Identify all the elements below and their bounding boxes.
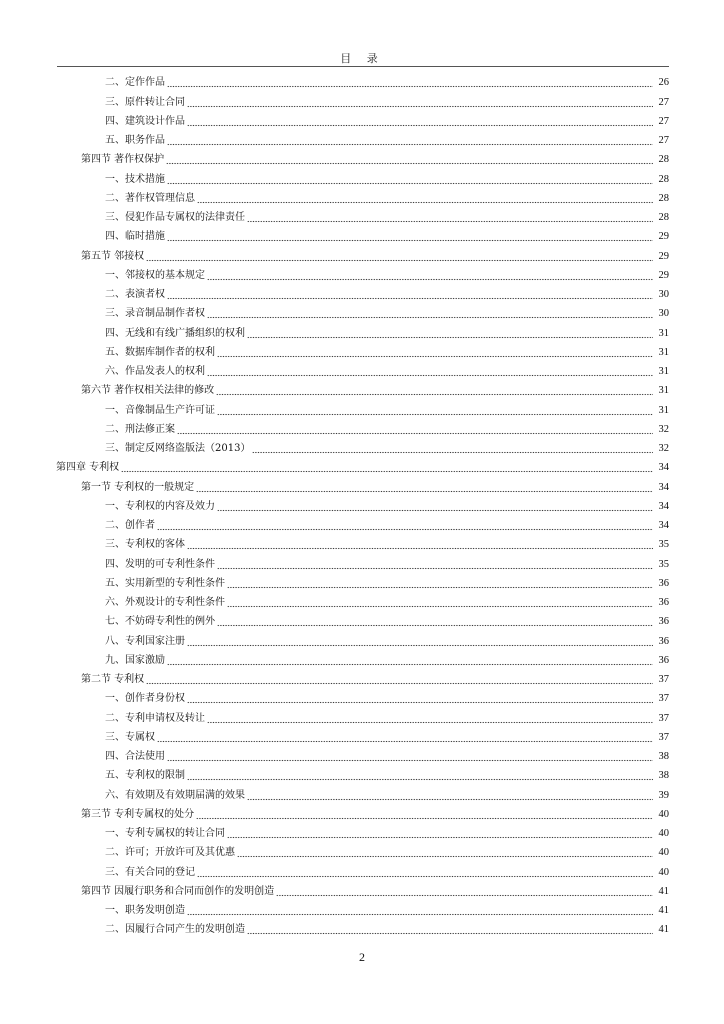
- toc-entry-title: 五、专利权的限制: [105, 770, 185, 782]
- toc-entry-page: 41: [658, 885, 669, 897]
- toc-entry[interactable]: [105, 648, 669, 667]
- toc-dot-leader: [187, 694, 653, 704]
- toc-entry[interactable]: [105, 686, 669, 705]
- toc-dot-leader: [197, 194, 653, 204]
- toc-entry[interactable]: [105, 417, 669, 436]
- toc-entry-title: 一、专利权的内容及效力: [105, 500, 215, 512]
- toc-entry-title: 三、录音制品制作者权: [105, 308, 205, 320]
- toc-entry-page: 41: [658, 924, 669, 936]
- toc-entry-page: 37: [658, 693, 669, 705]
- toc-dot-leader: [237, 848, 653, 858]
- toc-entry-title: 一、职务发明创造: [105, 905, 185, 916]
- toc-entry-title: 第二节 专利权: [81, 674, 145, 685]
- toc-dot-leader: [157, 521, 653, 531]
- toc-entry-title: 二、许可；开放许可及其优惠: [105, 847, 235, 859]
- toc-entry-title: 第五节 邻接权: [81, 250, 145, 262]
- toc-entry-page: 34: [658, 500, 669, 512]
- toc-entry-title: 二、表演者权: [105, 289, 165, 300]
- toc-dot-leader: [247, 213, 653, 223]
- page-header-title: 目 录: [340, 52, 384, 65]
- toc-entry-title: 三、有关合同的登记: [105, 866, 195, 878]
- toc-dot-leader: [217, 406, 653, 416]
- toc-entry-title: 第四节 因履行职务和合同而创作的发明创造: [81, 885, 275, 897]
- toc-entry-title: 一、专利专属权的转让合同: [105, 828, 225, 839]
- toc-entry-title: 五、数据库制作者的权利: [105, 346, 215, 358]
- toc-entry-title: 一、创作者身份权: [105, 693, 185, 705]
- toc-entry[interactable]: [105, 821, 669, 840]
- toc-entry[interactable]: [105, 532, 669, 551]
- toc-entry-page: 36: [658, 616, 669, 628]
- toc-entry[interactable]: [105, 70, 669, 89]
- toc-entry-title: 一、技术措施: [105, 173, 165, 185]
- toc-entry[interactable]: [105, 705, 669, 724]
- toc-dot-leader: [217, 502, 653, 512]
- toc-dot-leader: [167, 290, 653, 300]
- toc-entry[interactable]: [105, 109, 669, 128]
- toc-entry-page: 28: [658, 212, 669, 223]
- toc-dot-leader: [187, 98, 653, 108]
- toc-entry-title: 九、国家激励: [105, 654, 165, 666]
- toc-entry-title: 第四章 专利权: [56, 462, 120, 474]
- toc-entry-page: 29: [658, 250, 669, 262]
- toc-entry-page: 31: [658, 366, 669, 377]
- toc-entry-title: 四、无线和有线广播组织的权利: [105, 327, 245, 339]
- toc-entry[interactable]: [105, 898, 669, 917]
- toc-dot-leader: [252, 444, 653, 454]
- toc-entry[interactable]: [105, 590, 669, 609]
- toc-entry[interactable]: [105, 263, 669, 282]
- toc-entry-page: 27: [658, 135, 669, 146]
- toc-dot-leader: [146, 252, 653, 262]
- toc-entry[interactable]: [105, 397, 669, 416]
- toc-entry-page: 32: [658, 423, 669, 435]
- toc-dot-leader: [227, 579, 653, 589]
- header-rule: [57, 66, 669, 67]
- toc-dot-leader: [146, 675, 653, 685]
- toc-entry[interactable]: [81, 243, 669, 262]
- toc-entry-page: 35: [658, 558, 669, 570]
- toc-entry-title: 四、合法使用: [105, 751, 165, 762]
- toc-entry-page: 31: [658, 346, 669, 358]
- toc-entry[interactable]: [81, 147, 669, 166]
- toc-entry-page: 30: [658, 289, 669, 300]
- toc-entry-page: 31: [658, 327, 669, 339]
- toc-entry-page: 38: [658, 751, 669, 762]
- toc-entry[interactable]: [105, 224, 669, 243]
- toc-entry[interactable]: [105, 340, 669, 359]
- toc-dot-leader: [217, 348, 653, 358]
- toc-entry-page: 30: [658, 308, 669, 320]
- toc-entry-page: 34: [658, 520, 669, 531]
- toc-entry-page: 36: [658, 654, 669, 666]
- toc-dot-leader: [207, 271, 653, 281]
- toc-entry-page: 27: [658, 115, 669, 127]
- toc-entry-page: 29: [658, 269, 669, 281]
- toc-entry-page: 31: [658, 404, 669, 416]
- toc-dot-leader: [187, 906, 653, 916]
- toc-dot-leader: [217, 617, 653, 627]
- toc-entry-title: 三、侵犯作品专属权的法律责任: [105, 212, 245, 223]
- toc-entry-page: 41: [658, 905, 669, 916]
- toc-entry-page: 28: [658, 192, 669, 204]
- toc-entry-page: 37: [658, 674, 669, 685]
- toc-entry-title: 五、职务作品: [105, 135, 165, 146]
- toc-entry-title: 二、著作权管理信息: [105, 192, 195, 204]
- toc-entry-page: 39: [658, 789, 669, 801]
- toc-entry-title: 四、临时措施: [105, 231, 165, 243]
- toc-dot-leader: [187, 117, 653, 127]
- toc-dot-leader: [247, 329, 653, 339]
- toc-entry[interactable]: [81, 802, 669, 821]
- toc-entry[interactable]: [105, 551, 669, 570]
- toc-entry[interactable]: [105, 186, 669, 205]
- toc-entry-page: 28: [658, 173, 669, 185]
- toc-entry-page: 40: [658, 847, 669, 859]
- toc-dot-leader: [167, 136, 653, 146]
- toc-entry-page: 38: [658, 770, 669, 782]
- toc-entry[interactable]: [81, 378, 669, 397]
- toc-entry-page: 37: [658, 712, 669, 724]
- toc-dot-leader: [167, 78, 653, 88]
- toc-entry[interactable]: [105, 166, 669, 185]
- toc-entry[interactable]: [56, 455, 669, 474]
- toc-entry-title: 七、不妨碍专利性的例外: [105, 616, 215, 628]
- toc-entry[interactable]: [105, 763, 669, 782]
- toc-entry-page: 40: [658, 828, 669, 839]
- toc-entry-title: 第三节 专利专属权的处分: [81, 808, 195, 820]
- toc-dot-leader: [247, 925, 653, 935]
- toc-dot-leader: [196, 810, 653, 820]
- toc-entry-page: 28: [658, 154, 669, 166]
- toc-dot-leader: [166, 155, 653, 165]
- toc-entry-title: 四、发明的可专利性条件: [105, 558, 215, 570]
- toc-entry[interactable]: [105, 282, 669, 301]
- toc-dot-leader: [167, 656, 653, 666]
- toc-entry-title: 一、邻接权的基本规定: [105, 269, 205, 281]
- toc-entry-title: 六、作品发表人的权利: [105, 366, 205, 377]
- toc-entry-page: 31: [658, 385, 669, 397]
- toc-entry-title: 三、专利权的客体: [105, 539, 185, 551]
- toc-entry-page: 36: [658, 577, 669, 589]
- toc-dot-leader: [217, 560, 653, 570]
- toc-entry-title: 第一节 专利权的一般规定: [81, 481, 195, 493]
- toc-entry[interactable]: [105, 128, 669, 147]
- toc-entry-title: 二、定作作品: [105, 77, 165, 89]
- toc-entry-title: 三、制定反网络盗版法（2013）: [105, 443, 251, 454]
- toc-entry[interactable]: [105, 494, 669, 513]
- toc-dot-leader: [227, 598, 653, 608]
- toc-entry-title: 八、专利国家注册: [105, 635, 185, 647]
- page-number: 2: [359, 950, 365, 964]
- toc-entry[interactable]: [105, 917, 669, 936]
- toc-entry-page: 32: [658, 443, 669, 454]
- toc-entry-page: 40: [658, 808, 669, 820]
- toc-entry[interactable]: [105, 609, 669, 628]
- toc-dot-leader: [216, 386, 653, 396]
- toc-entry[interactable]: [81, 879, 669, 898]
- toc-entry-title: 二、创作者: [105, 520, 155, 531]
- toc-entry-title: 六、外观设计的专利性条件: [105, 597, 225, 608]
- toc-entry[interactable]: [105, 859, 669, 878]
- toc-dot-leader: [167, 752, 653, 762]
- toc-entry[interactable]: [105, 571, 669, 590]
- toc-entry-page: 26: [658, 77, 669, 89]
- toc-entry[interactable]: [105, 301, 669, 320]
- toc-dot-leader: [167, 232, 653, 242]
- toc-entry-title: 六、有效期及有效期届满的效果: [105, 789, 245, 801]
- toc-dot-leader: [197, 868, 653, 878]
- toc-entry[interactable]: [105, 436, 669, 455]
- toc-entry-title: 三、原件转让合同: [105, 96, 185, 108]
- toc-entry-title: 四、建筑设计作品: [105, 115, 185, 127]
- toc-entry-page: 40: [658, 866, 669, 878]
- toc-dot-leader: [276, 887, 653, 897]
- toc-entry[interactable]: [81, 474, 669, 493]
- toc-entry-title: 二、刑法修正案: [105, 423, 175, 435]
- toc-dot-leader: [187, 771, 653, 781]
- toc-dot-leader: [207, 367, 653, 377]
- toc-entry[interactable]: [105, 744, 669, 763]
- toc-entry-page: 29: [658, 231, 669, 243]
- toc-entry[interactable]: [105, 840, 669, 859]
- toc-entry-title: 第六节 著作权相关法律的修改: [81, 385, 215, 397]
- toc-entry-page: 36: [658, 597, 669, 608]
- toc-dot-leader: [207, 714, 653, 724]
- toc-entry[interactable]: [105, 359, 669, 378]
- toc-dot-leader: [167, 175, 653, 185]
- toc-entry[interactable]: [105, 782, 669, 801]
- toc-entry-page: 37: [658, 731, 669, 743]
- toc-dot-leader: [157, 733, 653, 743]
- toc-entry[interactable]: [105, 513, 669, 532]
- toc-entry[interactable]: [105, 725, 669, 744]
- toc-entry-title: 三、专属权: [105, 731, 155, 743]
- toc-entry-page: 35: [658, 539, 669, 551]
- toc-entry-title: 五、实用新型的专利性条件: [105, 577, 225, 589]
- toc-dot-leader: [227, 829, 653, 839]
- toc-entry-page: 36: [658, 635, 669, 647]
- toc-entry-page: 27: [658, 96, 669, 108]
- toc-dot-leader: [247, 791, 653, 801]
- toc-entry[interactable]: [81, 667, 669, 686]
- toc-dot-leader: [177, 425, 653, 435]
- toc-dot-leader: [187, 637, 653, 647]
- toc-entry-title: 第四节 著作权保护: [81, 154, 165, 166]
- toc-entry[interactable]: [105, 205, 669, 224]
- toc-entry-title: 二、专利申请权及转让: [105, 712, 205, 724]
- toc-entry-title: 二、因履行合同产生的发明创造: [105, 924, 245, 936]
- toc-entry[interactable]: [105, 628, 669, 647]
- toc-dot-leader: [187, 540, 653, 550]
- toc-entry[interactable]: [105, 320, 669, 339]
- toc-dot-leader: [207, 309, 653, 319]
- toc-entry-page: 34: [658, 462, 669, 474]
- toc-entry[interactable]: [105, 89, 669, 108]
- toc-dot-leader: [196, 483, 653, 493]
- toc-entry-page: 34: [658, 481, 669, 493]
- toc-entry-title: 一、音像制品生产许可证: [105, 404, 215, 416]
- toc-dot-leader: [121, 463, 653, 473]
